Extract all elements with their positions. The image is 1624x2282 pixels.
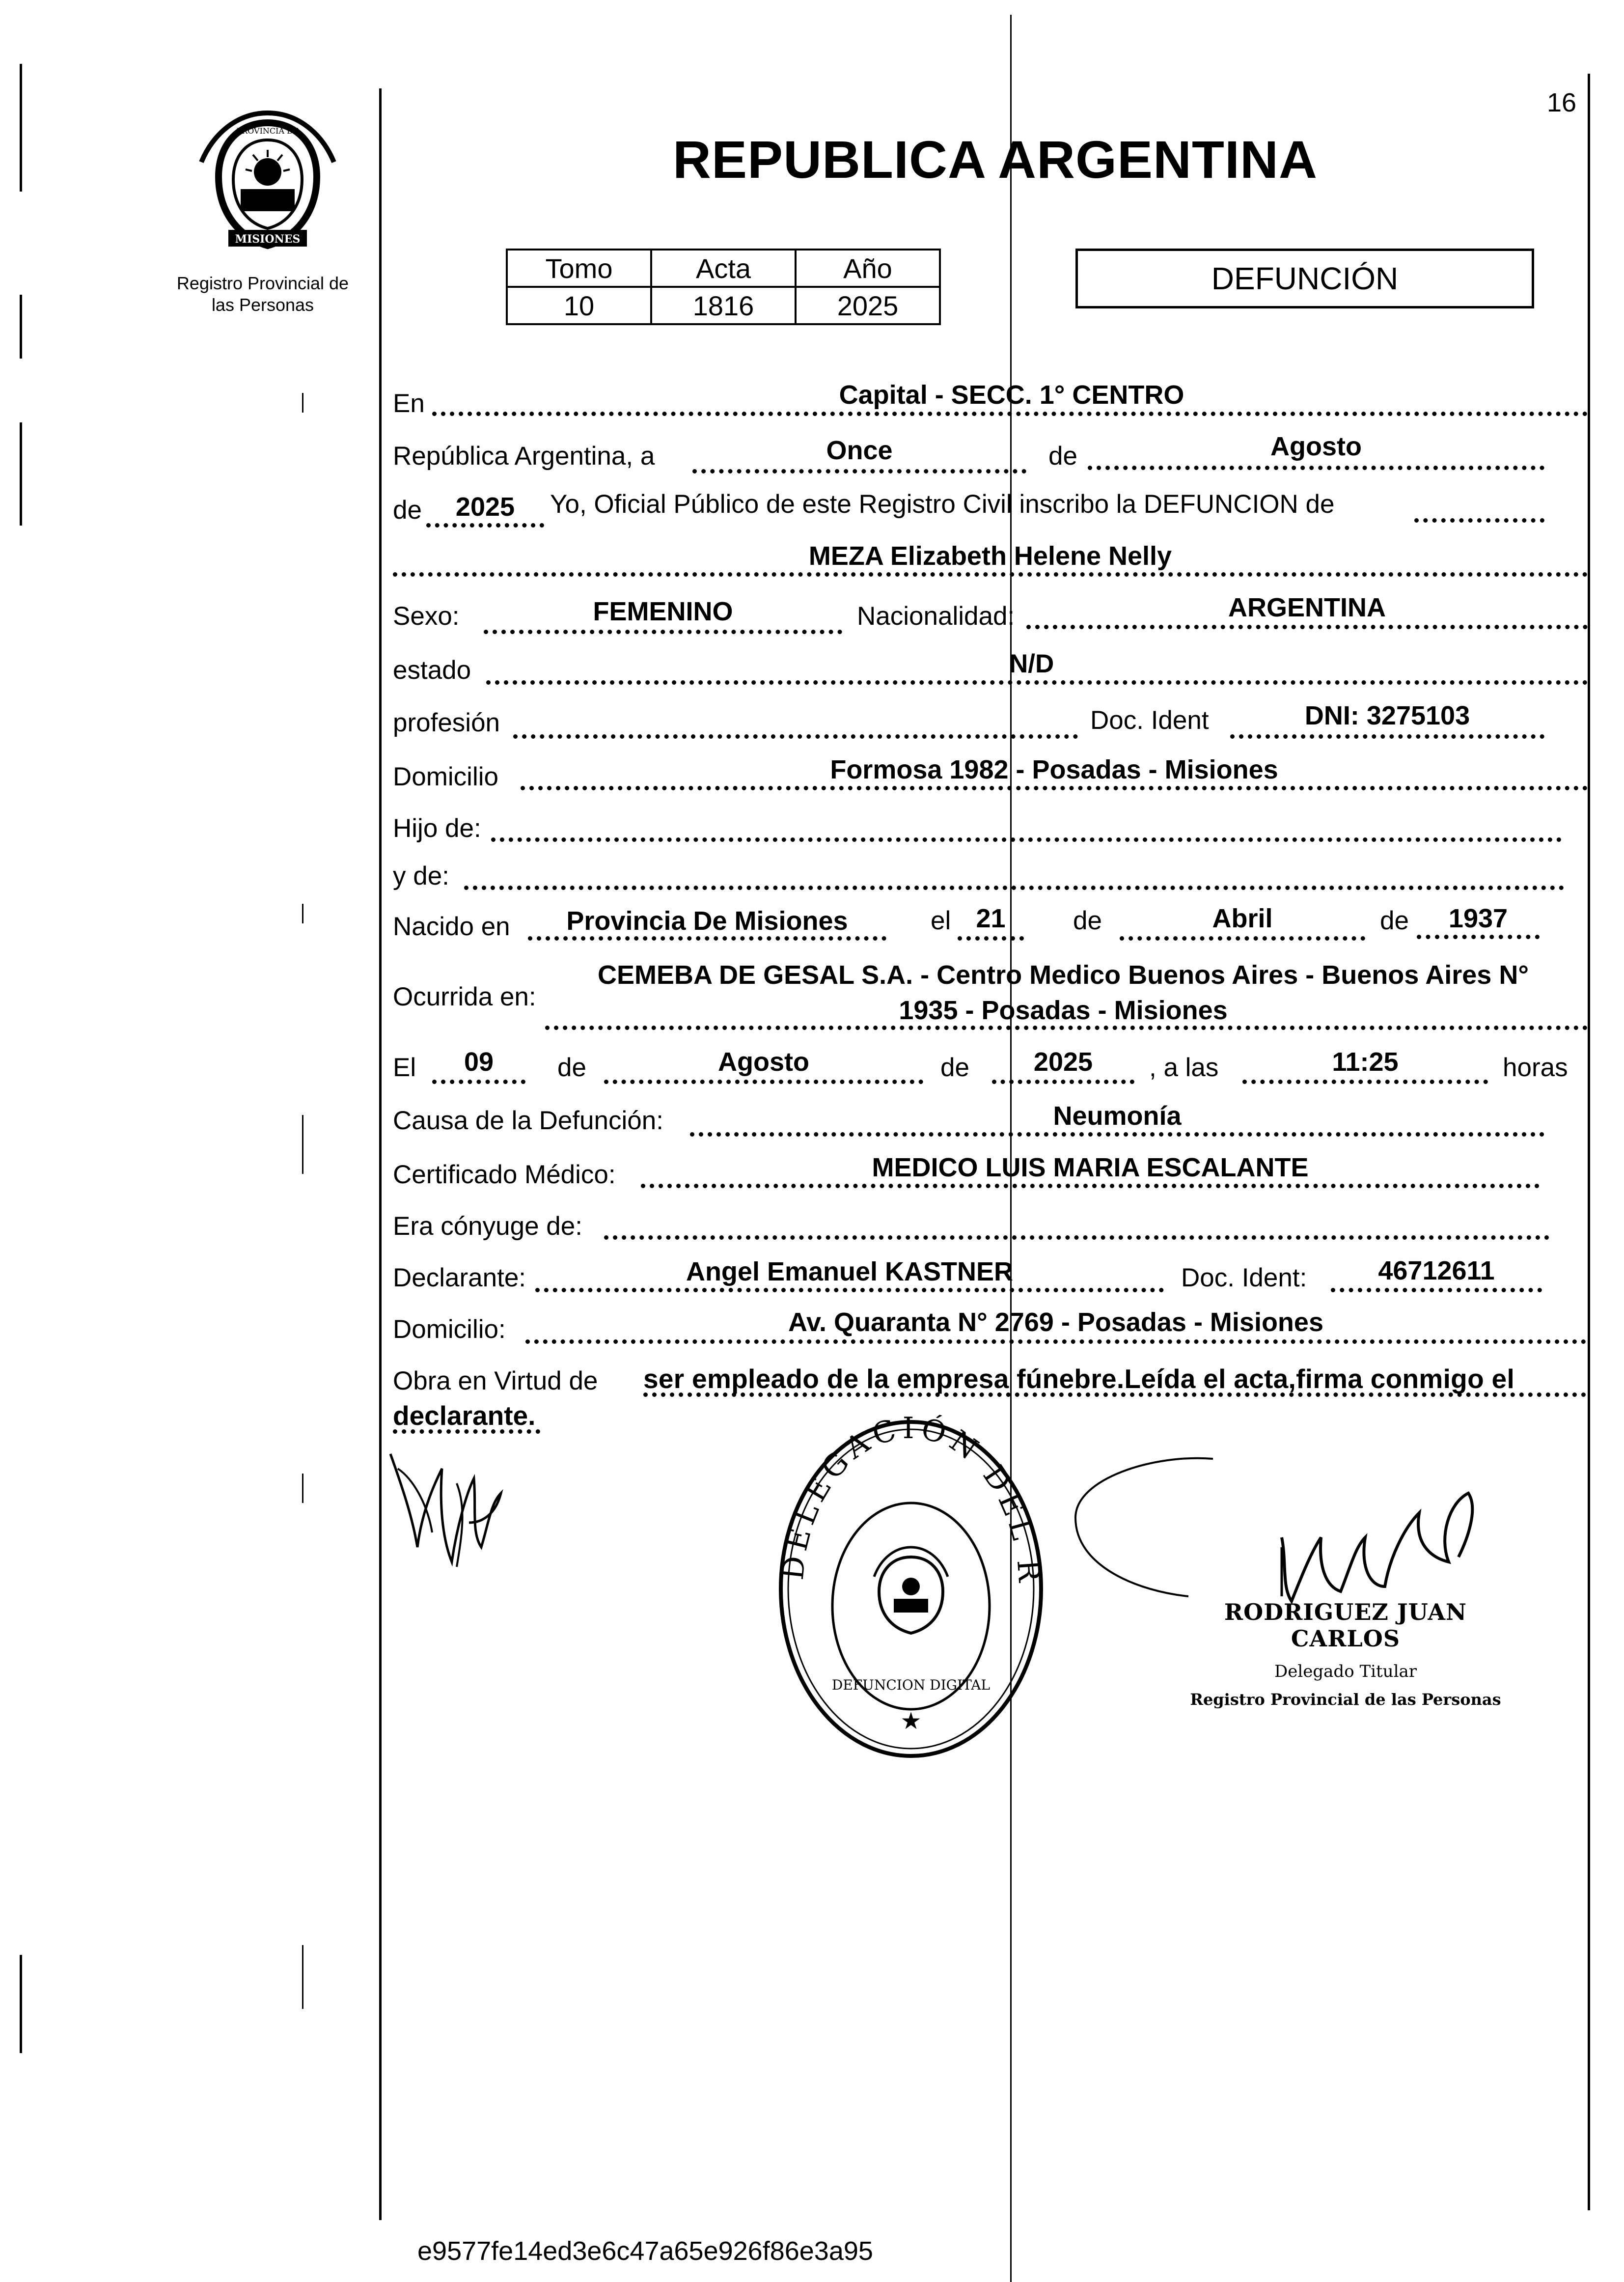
fecha-de2-label: de bbox=[940, 1053, 969, 1082]
nacido-lugar-value: Provincia De Misiones bbox=[566, 906, 848, 936]
obra-text-line1: ser empleado de la empresa fúnebre.Leída el acta,firma conmigo el bbox=[643, 1364, 1515, 1394]
margin-line bbox=[302, 1474, 303, 1503]
margin-line bbox=[302, 1945, 303, 2009]
svg-text:★: ★ bbox=[900, 1708, 922, 1734]
seal-inner-logo bbox=[874, 1547, 948, 1633]
obra-label: Obra en Virtud de bbox=[393, 1366, 598, 1395]
nacido-anio-value: 1937 bbox=[1448, 904, 1508, 933]
dia-texto-line bbox=[692, 469, 1026, 473]
decl-doc-label: Doc. Ident: bbox=[1181, 1263, 1307, 1292]
obra-line1 bbox=[643, 1392, 1586, 1397]
inscribo-line bbox=[1414, 518, 1544, 523]
certificado-value: MEDICO LUIS MARIA ESCALANTE bbox=[872, 1153, 1309, 1182]
nacido-dia-value: 21 bbox=[976, 904, 1006, 933]
margin-line bbox=[20, 1955, 22, 2053]
nacido-dia-line bbox=[958, 936, 1024, 941]
decl-doc-line bbox=[1331, 1288, 1542, 1292]
obra-text-line2: declarante. bbox=[393, 1400, 536, 1431]
domicilio-label: Domicilio bbox=[393, 762, 498, 791]
seal-inner-text: DEFUNCION DIGITAL bbox=[831, 1677, 991, 1693]
seal-text: DELEGACIÓN DEL R bbox=[775, 1415, 1046, 1588]
anio-value: 2025 bbox=[455, 492, 515, 522]
decl-domicilio-value: Av. Quaranta N° 2769 - Posadas - Misiones bbox=[788, 1308, 1323, 1337]
en-value: Capital - SECC. 1° CENTRO bbox=[839, 380, 1184, 410]
nacido-de1-label: de bbox=[1073, 906, 1102, 935]
causa-line bbox=[690, 1132, 1544, 1137]
nacido-label: Nacido en bbox=[393, 912, 510, 941]
profesion-label: profesión bbox=[393, 708, 500, 737]
decl-domicilio-label: Domicilio: bbox=[393, 1315, 506, 1344]
nacido-anio-line bbox=[1417, 935, 1540, 939]
profesion-line bbox=[513, 734, 1078, 739]
nacido-mes-value: Abril bbox=[1212, 904, 1273, 933]
page-title: REPUBLICA ARGENTINA bbox=[673, 130, 1318, 189]
registry-name: Registro Provincial de las Personas bbox=[176, 273, 349, 315]
causa-label: Causa de la Defunción: bbox=[393, 1106, 663, 1135]
ocurrida-line2-value: 1935 - Posadas - Misiones bbox=[899, 996, 1228, 1025]
fecha-dia-line bbox=[432, 1080, 525, 1084]
mes-value: Agosto bbox=[1270, 432, 1362, 461]
declarante-value: Angel Emanuel KASTNER bbox=[686, 1257, 1014, 1286]
domicilio-value: Formosa 1982 - Posadas - Misiones bbox=[830, 755, 1278, 784]
acta-header: Acta bbox=[651, 250, 796, 287]
mes-line bbox=[1088, 466, 1544, 470]
obra-line2 bbox=[393, 1429, 540, 1434]
yde-label: y de: bbox=[393, 862, 449, 891]
hora-line bbox=[1242, 1080, 1488, 1084]
declarante-line bbox=[535, 1288, 1164, 1292]
estado-value: N/D bbox=[1009, 649, 1054, 678]
hijo-line bbox=[491, 837, 1562, 842]
province-logo bbox=[194, 103, 341, 255]
horas-label: horas bbox=[1503, 1053, 1568, 1082]
en-line bbox=[432, 412, 1588, 416]
inscribo-text: Yo, Oficial Público de este Registro Civil inscribo la DEFUNCION de bbox=[550, 490, 1335, 519]
republica-label: República Argentina, a bbox=[393, 442, 655, 471]
domicilio-line bbox=[521, 786, 1588, 790]
anio-value: 2025 bbox=[796, 287, 940, 324]
ocurrida-line bbox=[545, 1026, 1588, 1030]
certificado-line bbox=[641, 1184, 1540, 1188]
conyuge-label: Era cónyuge de: bbox=[393, 1212, 582, 1241]
margin-line bbox=[302, 904, 303, 923]
decl-doc-value: 46712611 bbox=[1378, 1256, 1495, 1285]
estado-label: estado bbox=[393, 656, 471, 685]
margin-line bbox=[302, 1115, 303, 1174]
declarante-label: Declarante: bbox=[393, 1263, 526, 1292]
conyuge-line bbox=[604, 1235, 1549, 1240]
sexo-line bbox=[484, 630, 842, 634]
nacido-el-label: el bbox=[931, 906, 951, 935]
nacido-lugar-line bbox=[528, 936, 886, 941]
de-label: de bbox=[1048, 442, 1077, 471]
ocurrida-label: Ocurrida en: bbox=[393, 982, 536, 1011]
svg-text:MISIONES: MISIONES bbox=[235, 233, 301, 246]
a-las-label: , a las bbox=[1149, 1053, 1219, 1082]
declarant-signature bbox=[383, 1449, 511, 1577]
nacionalidad-line bbox=[1026, 625, 1588, 629]
official-title: Delegado Titular bbox=[1274, 1662, 1417, 1681]
nacido-mes-line bbox=[1120, 936, 1365, 941]
decl-domicilio-line bbox=[525, 1339, 1586, 1344]
hijo-label: Hijo de: bbox=[393, 814, 481, 843]
estado-line bbox=[486, 680, 1588, 685]
certificado-label: Certificado Médico: bbox=[393, 1160, 616, 1189]
doc-ident-value: DNI: 3275103 bbox=[1304, 701, 1470, 730]
dia-texto-value: Once bbox=[826, 436, 893, 465]
ocurrida-line1-value: CEMEBA DE GESAL S.A. - Centro Medico Buenos Aires - Buenos Aires N° bbox=[598, 960, 1529, 990]
anio-line bbox=[426, 523, 544, 528]
nacionalidad-value: ARGENTINA bbox=[1228, 593, 1386, 622]
official-office: Registro Provincial de las Personas bbox=[1190, 1690, 1501, 1709]
document-hash: e9577fe14ed3e6c47a65e926f86e3a95 bbox=[417, 2236, 873, 2266]
yde-line bbox=[464, 886, 1564, 890]
causa-value: Neumonía bbox=[1053, 1101, 1182, 1131]
fecha-mes-line bbox=[604, 1080, 923, 1084]
document-type-box: DEFUNCIÓN bbox=[1075, 249, 1534, 308]
anio-prefix-label: de bbox=[393, 496, 422, 525]
hora-value: 11:25 bbox=[1332, 1047, 1399, 1077]
svg-text:DELEGACIÓN DEL REGISTRO DE LAS bbox=[773, 1415, 1046, 1588]
nombre-line bbox=[393, 572, 1588, 577]
tomo-header: Tomo bbox=[507, 250, 651, 287]
official-seal bbox=[773, 1415, 1048, 1763]
acta-value: 1816 bbox=[651, 287, 796, 324]
official-stamp bbox=[1169, 1599, 1522, 1709]
fecha-anio-value: 2025 bbox=[1033, 1047, 1093, 1077]
fecha-anio-line bbox=[992, 1080, 1134, 1084]
margin-line bbox=[20, 422, 22, 526]
nacido-de2-label: de bbox=[1380, 906, 1409, 935]
margin-line bbox=[302, 393, 303, 413]
fold-line bbox=[1010, 15, 1012, 2282]
margin-line bbox=[20, 295, 22, 359]
fecha-mes-value: Agosto bbox=[718, 1047, 809, 1077]
reference-table bbox=[506, 249, 941, 325]
margin-line bbox=[20, 64, 22, 192]
en-label: En bbox=[393, 389, 425, 418]
tomo-value: 10 bbox=[507, 287, 651, 324]
sexo-value: FEMENINO bbox=[593, 597, 733, 626]
nacionalidad-label: Nacionalidad: bbox=[857, 602, 1015, 631]
doc-ident-label: Doc. Ident bbox=[1090, 706, 1209, 735]
fecha-el-label: El bbox=[393, 1053, 416, 1082]
sexo-label: Sexo: bbox=[393, 602, 460, 631]
left-margin-rule bbox=[379, 88, 382, 2220]
official-name: RODRIGUEZ JUAN CARLOS bbox=[1224, 1599, 1467, 1652]
page-number: 16 bbox=[1547, 88, 1577, 117]
svg-text:PROVINCIA DE: PROVINCIA DE bbox=[236, 126, 299, 136]
nombre-value: MEZA Elizabeth Helene Nelly bbox=[808, 541, 1172, 571]
doc-ident-line bbox=[1230, 734, 1544, 739]
anio-header: Año bbox=[796, 250, 940, 287]
fecha-dia-value: 09 bbox=[464, 1047, 494, 1077]
fecha-de1-label: de bbox=[557, 1053, 586, 1082]
